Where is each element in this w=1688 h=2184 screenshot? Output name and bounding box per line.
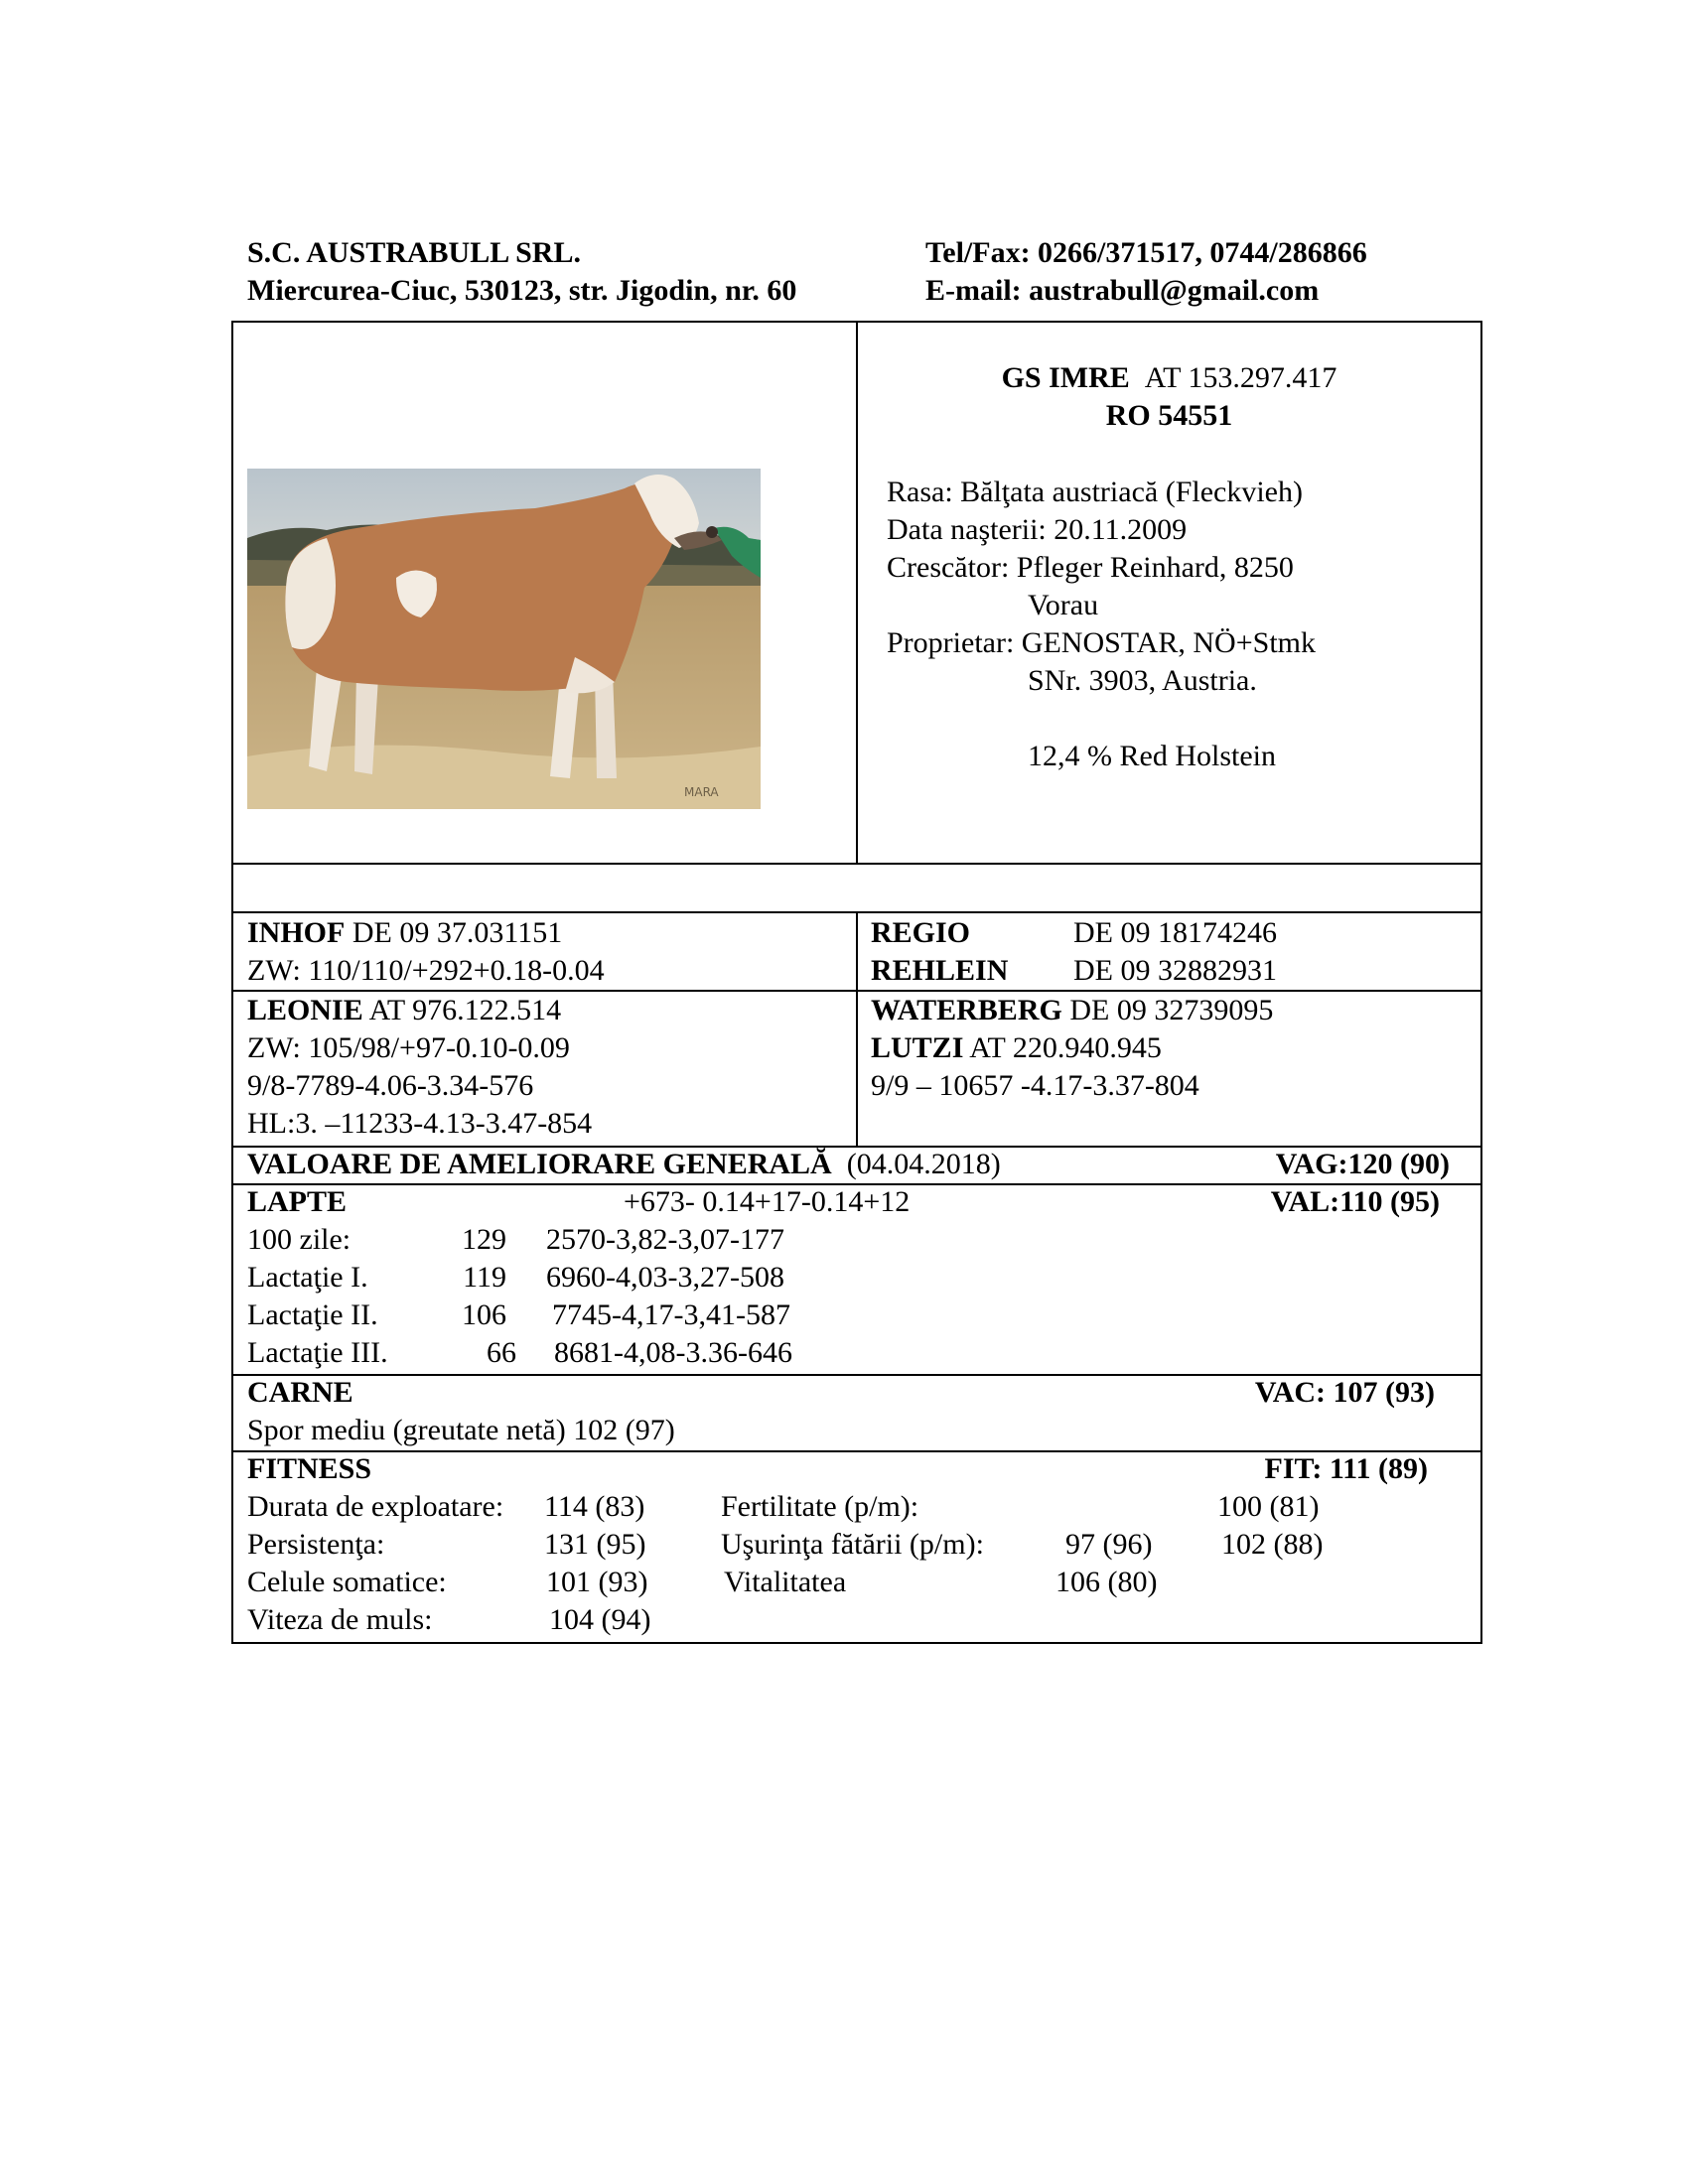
fitness-label-2: Uşurinţa fătării (p/m): [721,1528,984,1561]
fitness-label-2: Fertilitate (p/m): [721,1490,919,1523]
dam-dam-id: AT 220.940.945 [963,1031,1162,1064]
general-value-title: VALOARE DE AMELIORARE GENERALĂ [247,1148,832,1180]
company-phone: Tel/Fax: 0266/371517, 0744/286866 [925,236,1367,269]
milk-row-count: 129 [462,1223,506,1256]
milk-row-label: Lactaţie III. [247,1336,388,1369]
fitness-label: Durata de exploatare: [247,1490,504,1523]
fitness-label: Celule somatice: [247,1566,447,1598]
milk-title: LAPTE [247,1185,348,1218]
dam-id: AT 976.122.514 [362,994,562,1026]
milk-row-label: Lactaţie II. [247,1298,378,1331]
photo-watermark: MARA [684,785,719,799]
vac-value: VAC: 107 (93) [1254,1376,1435,1409]
fitness-value: 104 (94) [549,1603,651,1636]
fitness-value: 114 (83) [544,1490,645,1523]
sire-id: DE 09 37.031151 [345,916,563,949]
sire-dam-name: REHLEIN [871,954,1009,987]
sire-sire-id: DE 09 18174246 [1073,916,1277,949]
sire-breeding-values: ZW: 110/110/+292+0.18-0.04 [247,954,605,987]
fitness-label: Viteza de muls: [247,1603,433,1636]
bull-breed: Rasa: Bălţata austriacă (Fleckvieh) [887,476,1303,508]
bull-at-number: AT 153.297.417 [1144,361,1337,394]
milk-row-label: 100 zile: [247,1223,352,1256]
general-value-date: (04.04.2018) [846,1148,1001,1180]
dam-sire [871,992,1273,1029]
meat-daily-gain: Spor mediu (greutate netă) 102 (97) [247,1414,675,1446]
bull-red-holstein: 12,4 % Red Holstein [1028,740,1276,772]
bull-name: GS IMRE [1001,361,1130,394]
sire-dam-id: DE 09 32882931 [1073,954,1277,987]
dam-highest-lactation: HL:3. –11233-4.13-3.47-854 [247,1107,593,1140]
company-name: S.C. AUSTRABULL SRL. [247,236,581,269]
dam-breeding-values: ZW: 105/98/+97-0.10-0.09 [247,1031,570,1064]
dam-sire-id: DE 09 32739095 [1061,994,1274,1026]
fitness-value: 101 (93) [546,1566,648,1598]
bull-birth-date: Data naşterii: 20.11.2009 [887,513,1188,546]
dam-sire-name: WATERBERG [871,994,1062,1026]
dam-dam-name: LUTZI [871,1031,964,1064]
fitness-label: Persistenţa: [247,1528,385,1561]
milk-formula: +673- 0.14+17-0.14+12 [624,1185,911,1218]
bull-breeder: Crescător: Pfleger Reinhard, 8250 [887,551,1294,584]
dam-dam [871,1029,1162,1067]
bull-owner: Proprietar: GENOSTAR, NÖ+Stmk [887,626,1316,659]
fitness-value: 131 (95) [544,1528,646,1561]
milk-row-count: 66 [487,1336,516,1369]
fitness-value-3: 102 (88) [1221,1528,1324,1561]
bull-owner-address: SNr. 3903, Austria. [1028,664,1257,697]
fitness-value-3: 100 (81) [1217,1490,1320,1523]
divider-top-spacer [231,863,1482,865]
milk-row-label: Lactaţie I. [247,1261,368,1294]
company-email: E-mail: austrabull@gmail.com [925,274,1320,307]
bull-title [856,359,1482,397]
fitness-title: FITNESS [247,1452,372,1485]
meat-title: CARNE [247,1376,353,1409]
fitness-value-2: 97 (96) [1065,1528,1153,1561]
milk-row-count: 119 [463,1261,506,1294]
milk-row-count: 106 [462,1298,506,1331]
vag-value: VAG:120 (90) [1275,1148,1450,1180]
bull-breeder-city: Vorau [1028,589,1099,621]
company-address: Miercurea-Ciuc, 530123, str. Jigodin, nr. 60 [247,274,797,307]
val-value: VAL:110 (95) [1270,1185,1440,1218]
bull-photo [247,469,761,809]
dam [247,992,561,1029]
fitness-label-2: Vitalitatea [724,1566,847,1598]
bull-ro-number: RO 54551 [1105,399,1233,432]
dam-lactation: 9/8-7789-4.06-3.34-576 [247,1069,534,1102]
sire-sire-name: REGIO [871,916,971,949]
milk-row-value: 6960-4,03-3,27-508 [546,1261,784,1294]
pedigree-divider [856,911,858,1146]
milk-row-value: 8681-4,08-3.36-646 [554,1336,792,1369]
sire-name: INHOF [247,916,346,949]
fitness-value-2: 106 (80) [1055,1566,1158,1598]
fit-value: FIT: 111 (89) [1264,1452,1428,1485]
general-value [247,1146,1001,1183]
dam-name: LEONIE [247,994,363,1026]
sire [247,914,562,952]
milk-row-value: 7745-4,17-3,41-587 [552,1298,790,1331]
milk-row-value: 2570-3,82-3,07-177 [546,1223,784,1256]
dam-dam-lactation: 9/9 – 10657 -4.17-3.37-804 [871,1069,1199,1102]
